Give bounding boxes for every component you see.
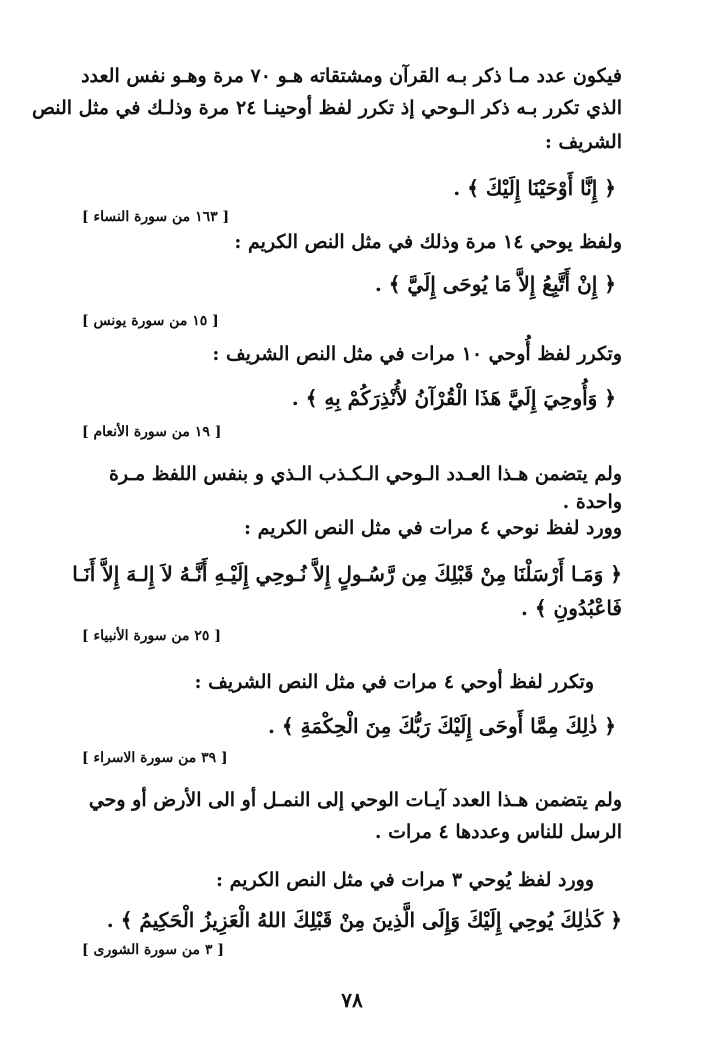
verse2-reference: [ ١٥ من سورة يونس ]: [82, 313, 219, 329]
verse3-reference: [ ١٩ من سورة الأنعام ]: [82, 424, 222, 440]
verse1-text: ﴿ إِنَّا أَوْحَيْنَا إِلَيْكَ ﴾ .: [453, 176, 616, 200]
paragraph2-line2: واحدة .: [562, 491, 622, 513]
verse6-text: ﴿ كَذٰلِكَ يُوحِي إِلَيْكَ وَإِلَى الَّذِينَ مِنْ قَبْلِكَ اللهُ الْعَزِيزُ الْحَكِيمُ ﴾ .: [106, 908, 622, 932]
paragraph1-line2: الذي تكرر بـه ذكر الـوحي إذ تكرر لفظ أوحينـا ٢٤ مرة وذلـك في مثل النص: [31, 97, 622, 119]
verse1-reference: [ ١٦٣ من سورة النساء ]: [82, 209, 230, 225]
page-number: ٧٨: [341, 988, 363, 1012]
verse4-line1: ﴿ وَمَـا أَرْسَلْنَا مِنْ قَبْلِكَ مِن رَّسُـولٍ إِلاَّ نُـوحِي إِلَيْـهِ أَنَّـهُ لاَ إِلـهَ إِلاَّ أَنَـا: [72, 562, 622, 586]
verse5-reference: [ ٣٩ من سورة الاسراء ]: [82, 750, 228, 766]
intro5-text: وتكرر لفظ أوحي ٤ مرات في مثل النص الشريف :: [194, 671, 594, 693]
verse4-line2: فَاعْبُدُونِ ﴾ .: [520, 596, 622, 620]
paragraph1-line1: فيكون عدد مـا ذكر بـه القرآن ومشتقاته هـو ٧٠ مرة وهـو نفس العدد: [81, 65, 622, 87]
intro2-text: ولفظ يوحي ١٤ مرة وذلك في مثل النص الكريم :: [234, 231, 622, 253]
verse3-text: ﴿ وَأُوحِيَ إِلَيَّ هَذَا الْقُرْآنُ لأُنْذِرَكُمْ بِهِ ﴾ .: [291, 386, 616, 410]
verse4-reference: [ ٢٥ من سورة الأنبياء ]: [82, 628, 221, 644]
verse6-reference: [ ٣ من سورة الشورى ]: [82, 942, 224, 958]
intro4-text: وورد لفظ نوحي ٤ مرات في مثل النص الكريم :: [244, 517, 622, 539]
paragraph3-line2: الرسل للناس وعددها ٤ مرات .: [374, 821, 622, 843]
paragraph3-line1: ولم يتضمن هـذا العدد آيـات الوحي إلى النمـل أو الى الأرض أو وحي: [88, 789, 622, 811]
verse5-text: ﴿ ذٰلِكَ مِمَّا أَوحَى إِلَيْكَ رَبُّكَ مِنَ الْحِكْمَةِ ﴾ .: [268, 714, 616, 738]
paragraph1-line3: الشريف :: [544, 131, 622, 153]
paragraph2-line1: ولم يتضمن هـذا العـدد الـوحي الـكـذب الـذي و بنفس اللفظ مـرة: [108, 463, 622, 485]
verse2-text: ﴿ إِنْ أَتَّبِعُ إِلاَّ مَا يُوحَى إِلَيَّ ﴾ .: [374, 272, 616, 296]
intro6-text: وورد لفظ يُوحي ٣ مرات في مثل النص الكريم :: [216, 869, 594, 891]
intro3-text: وتكرر لفظ أُوحي ١٠ مرات في مثل النص الشريف :: [212, 343, 622, 365]
